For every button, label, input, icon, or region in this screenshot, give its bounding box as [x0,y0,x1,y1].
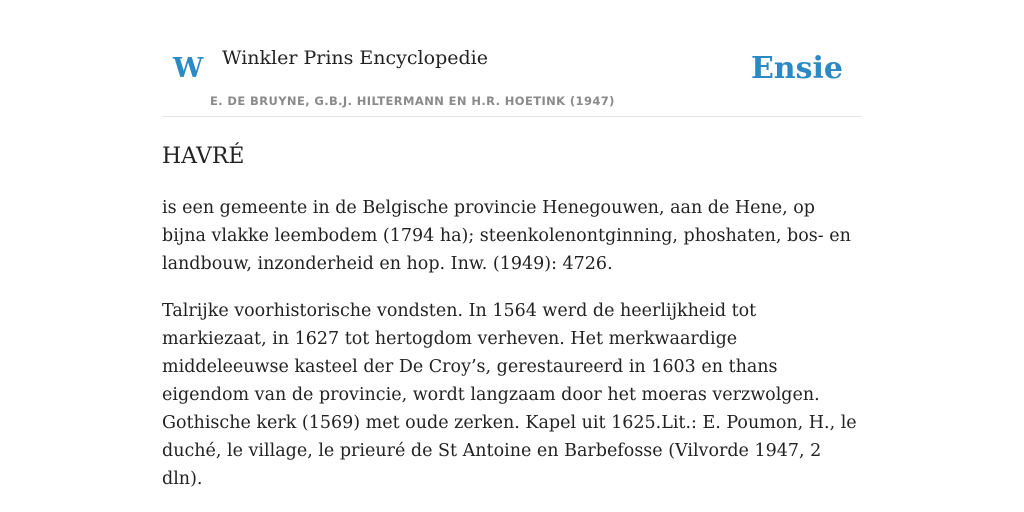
article-paragraph: Talrijke voorhistorische vondsten. In 1564 werd de heerlijkheid tot markiezaat, in 1627 tot hertogdom verheven. Het merkwaardige middeleeuwse kasteel der De Croy’s, gerestaureerd in 1603 en thans eigendom van de provincie, wordt langzaam door het moeras verzwolgen. Gothische kerk (1569) met oude zerken. Kapel uit 1625.Lit.: E. Poumon, H., le duché, le village, le prieuré de St Antoine en Barbefosse (Vilvorde 1947, 2 dln). [162,301,857,489]
article-body [162,194,862,493]
page [162,0,862,512]
publication-title[interactable]: Winkler Prins Encyclopedie [222,47,488,69]
article-title: HAVRÉ [162,144,245,169]
article [162,143,862,493]
article-paragraph: is een gemeente in de Belgische provincie Henegouwen, aan de Hene, op bijna vlakke leembodem (1794 ha); steenkolenontginning, phoshaten, bos- en landbouw, inzonderheid en hop. Inw. (1949): 4726. [162,198,851,274]
publication-authors: E. DE BRUYNE, G.B.J. HILTERMANN EN H.R. HOETINK (1947) [210,94,615,108]
ensie-logo[interactable]: Ensie [750,51,843,86]
site-header [162,0,862,117]
winkler-prins-logo[interactable]: W [173,53,204,84]
